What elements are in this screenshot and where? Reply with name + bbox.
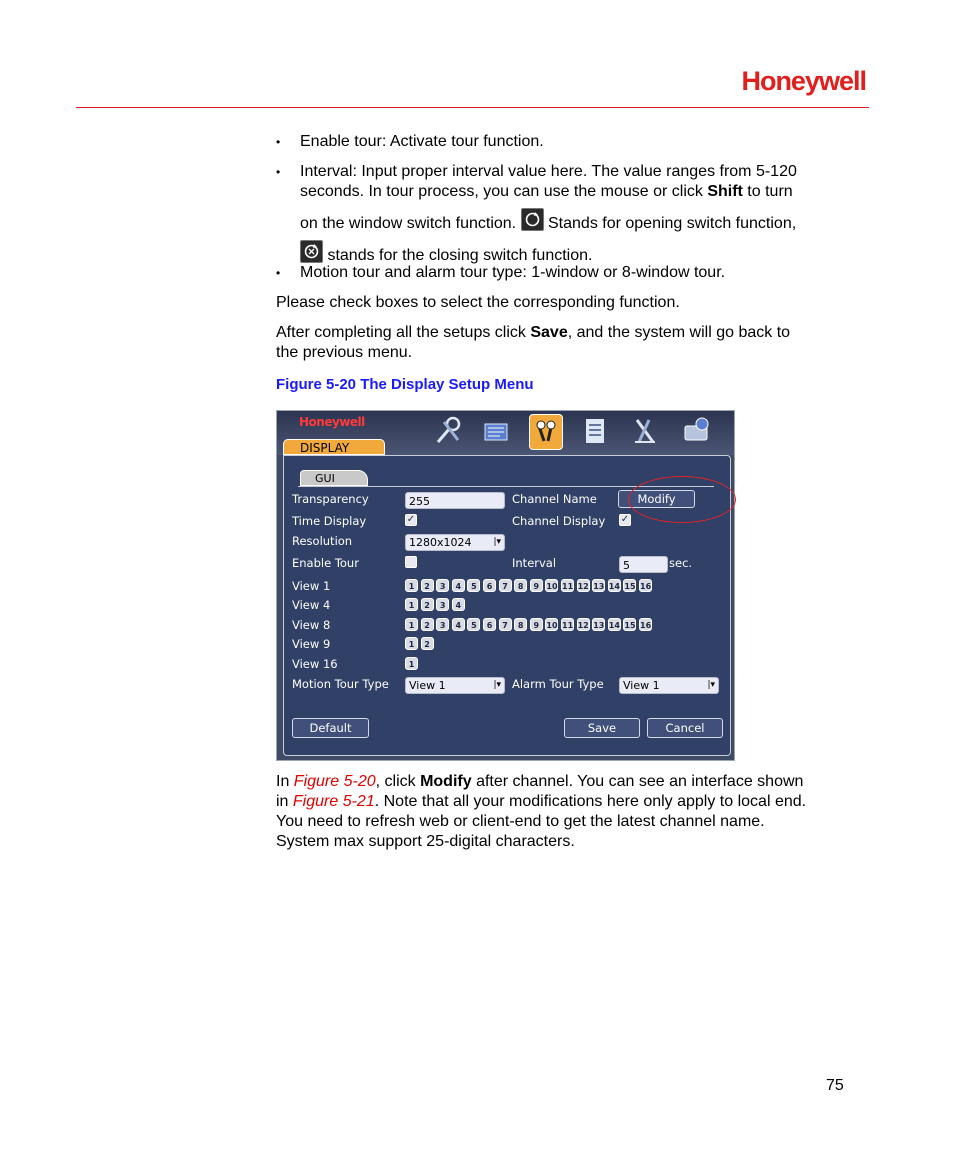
channel-checkbox[interactable]: 4 <box>452 579 465 592</box>
channel-checkbox[interactable]: 1 <box>405 657 418 670</box>
paragraph-modify: In Figure 5-20, click Modify after channel. You can see an interface shown in Figure 5-21. Note that all your modifications here only apply to local end. You need to refresh web or client-end to get the latest channel name. System max support 25-digital characters. <box>276 773 807 850</box>
interval-unit: sec. <box>669 556 693 570</box>
channel-checkbox[interactable]: 10 <box>545 618 558 631</box>
highlight-ellipse <box>628 476 736 523</box>
tower-icon[interactable] <box>629 414 661 448</box>
view-row-label: View 9 <box>292 637 331 651</box>
dvr-logo: Honeywell <box>299 415 365 429</box>
channel-checkbox[interactable]: 10 <box>545 579 558 592</box>
interval-line-4: stands for the closing switch function. <box>300 240 845 266</box>
paragraph-save: After completing all the setups click Save, and the system will go back to the previous menu. <box>276 324 791 361</box>
system-settings-icon[interactable] <box>529 414 563 450</box>
channel-checkbox[interactable]: 6 <box>483 579 496 592</box>
book-icon[interactable] <box>480 414 512 448</box>
channel-checkbox[interactable]: 12 <box>577 618 590 631</box>
interval-input[interactable]: 5 <box>619 556 668 573</box>
time-display-label: Time Display <box>292 514 367 528</box>
checklist-icon[interactable] <box>579 414 611 448</box>
channel-checkbox[interactable]: 6 <box>483 618 496 631</box>
page-number: 75 <box>826 1077 844 1094</box>
figure-caption: Figure 5-20 The Display Setup Menu <box>276 376 534 393</box>
chevron-down-icon: |▾ <box>493 680 501 690</box>
channel-checkbox[interactable]: 14 <box>608 618 621 631</box>
figure-5-20-link[interactable]: Figure 5-20 <box>293 773 376 790</box>
view-row-label: View 8 <box>292 618 331 632</box>
chevron-down-icon: |▾ <box>493 537 501 547</box>
alarm-tour-type-select[interactable]: View 1 |▾ <box>619 677 719 694</box>
channel-checkbox[interactable]: 2 <box>421 598 434 611</box>
honeywell-logo: Honeywell <box>741 66 866 96</box>
channel-checkbox[interactable]: 1 <box>405 598 418 611</box>
channel-checkbox[interactable]: 13 <box>592 579 605 592</box>
channel-checkbox[interactable]: 1 <box>405 637 418 650</box>
channel-checkbox[interactable]: 9 <box>530 579 543 592</box>
transparency-input[interactable]: 255 <box>405 492 505 509</box>
channel-checkbox[interactable]: 7 <box>499 579 512 592</box>
default-button[interactable]: Default <box>292 718 369 738</box>
channel-name-label: Channel Name <box>512 492 597 506</box>
channel-checkbox[interactable]: 16 <box>639 579 652 592</box>
enable-tour-checkbox[interactable] <box>405 556 417 568</box>
bullet-dot: • <box>276 266 281 280</box>
channel-checkbox[interactable]: 1 <box>405 618 418 631</box>
channel-checkbox[interactable]: 3 <box>436 598 449 611</box>
channel-checkbox[interactable]: 14 <box>608 579 621 592</box>
channel-checkbox[interactable]: 13 <box>592 618 605 631</box>
view-row-label: View 1 <box>292 579 331 593</box>
modify-button[interactable]: Modify <box>618 490 695 508</box>
channel-display-label: Channel Display <box>512 514 606 528</box>
resolution-label: Resolution <box>292 534 353 548</box>
view-row-label: View 4 <box>292 598 331 612</box>
channel-checkbox[interactable]: 15 <box>623 579 636 592</box>
channel-checkbox[interactable]: 1 <box>405 579 418 592</box>
channel-checkbox[interactable]: 12 <box>577 579 590 592</box>
chevron-down-icon: |▾ <box>707 680 715 690</box>
channel-checkbox[interactable]: 2 <box>421 618 434 631</box>
channel-checkbox[interactable]: 7 <box>499 618 512 631</box>
channel-checkbox[interactable]: 2 <box>421 579 434 592</box>
display-setup-screenshot <box>276 410 735 761</box>
cancel-button[interactable]: Cancel <box>647 718 723 738</box>
tools-icon[interactable] <box>432 414 464 448</box>
view-row-label: View 16 <box>292 657 338 671</box>
interval-line-1: Interval: Input proper interval value here. The value ranges from 5-120 <box>300 163 797 180</box>
interval-line-3: on the window switch function. Stands for opening switch function, <box>300 208 845 234</box>
channel-checkbox[interactable]: 2 <box>421 637 434 650</box>
channel-checkbox[interactable]: 3 <box>436 618 449 631</box>
open-switch-icon <box>521 208 544 231</box>
channel-checkbox[interactable]: 16 <box>639 618 652 631</box>
tab-display[interactable]: DISPLAY <box>283 439 385 455</box>
close-switch-icon <box>300 240 323 263</box>
enable-tour-label: Enable Tour <box>292 556 359 570</box>
channel-checkbox[interactable]: 8 <box>514 618 527 631</box>
channel-checkbox[interactable]: 9 <box>530 618 543 631</box>
paragraph-check-boxes: Please check boxes to select the corresponding function. <box>276 294 680 311</box>
channel-checkbox[interactable]: 4 <box>452 598 465 611</box>
alarm-tour-type-label: Alarm Tour Type <box>512 677 604 691</box>
resolution-select[interactable]: 1280x1024 |▾ <box>405 534 505 551</box>
channel-display-checkbox[interactable]: ✓ <box>620 514 630 525</box>
bullet-text: Enable tour: Activate tour function. <box>300 133 544 150</box>
bullet-text: Motion tour and alarm tour type: 1-window or 8-window tour. <box>300 264 726 281</box>
figure-5-21-link[interactable]: Figure 5-21 <box>292 793 375 810</box>
interval-line-2: seconds. In tour process, you can use the mouse or click Shift to turn <box>300 183 793 200</box>
channel-checkbox[interactable]: 4 <box>452 618 465 631</box>
channel-checkbox[interactable]: 11 <box>561 579 574 592</box>
bullet-text <box>300 162 845 266</box>
channel-checkbox[interactable]: 5 <box>467 618 480 631</box>
channel-checkbox[interactable]: 11 <box>561 618 574 631</box>
channel-checkbox[interactable]: 8 <box>514 579 527 592</box>
bullet-dot: • <box>276 135 281 149</box>
header-rule <box>76 107 869 108</box>
save-button[interactable]: Save <box>564 718 640 738</box>
channel-checkbox[interactable]: 15 <box>623 618 636 631</box>
disk-icon[interactable] <box>680 414 712 448</box>
interval-label: Interval <box>512 556 557 570</box>
time-display-checkbox[interactable]: ✓ <box>406 514 416 525</box>
dvr-top-bar <box>277 411 734 455</box>
motion-tour-type-label: Motion Tour Type <box>292 677 389 691</box>
transparency-label: Transparency <box>292 492 369 506</box>
bullet-dot: • <box>276 165 281 179</box>
channel-checkbox[interactable]: 5 <box>467 579 480 592</box>
tab-gui[interactable]: GUI <box>300 470 368 486</box>
channel-checkbox[interactable]: 3 <box>436 579 449 592</box>
motion-tour-type-select[interactable]: View 1 |▾ <box>405 677 505 694</box>
